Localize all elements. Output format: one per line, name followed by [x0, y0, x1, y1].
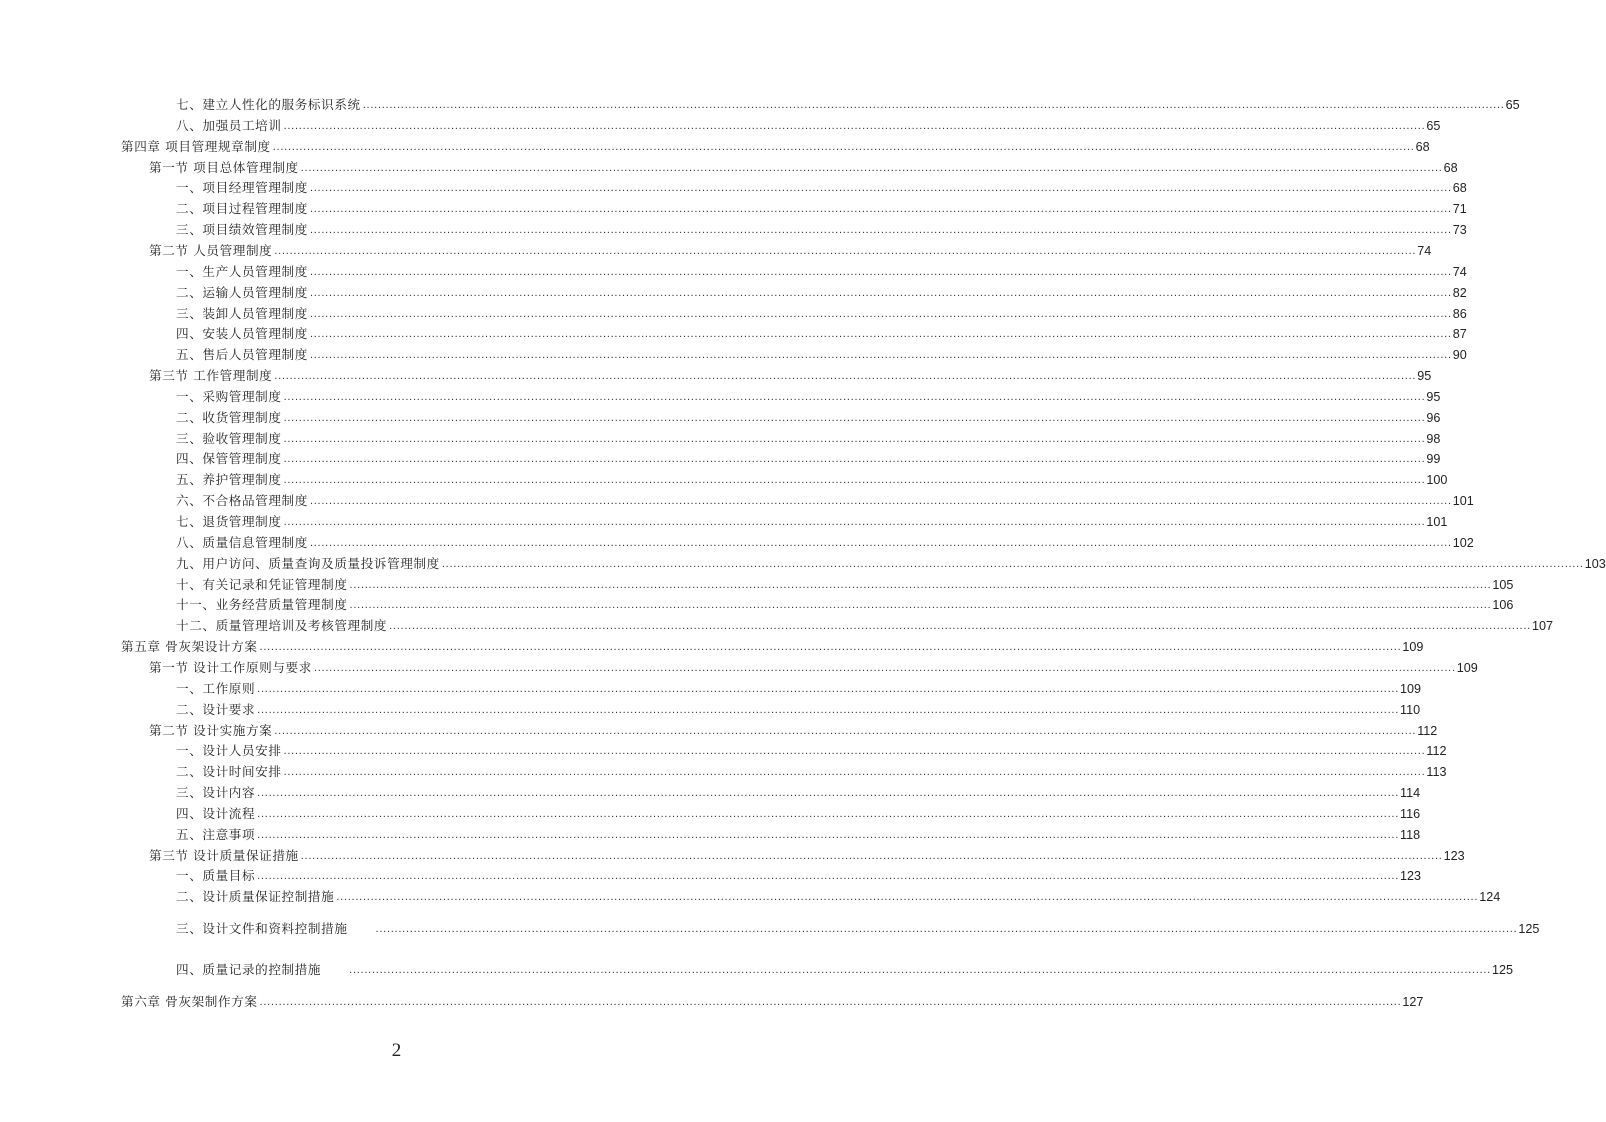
toc-title: 一、项目经理管理制度: [176, 180, 308, 196]
toc-item[interactable]: [176, 595, 1514, 615]
dot-leader: ............................................................................................................................................................................................................................................................................................................: [441, 557, 1584, 570]
dot-leader: ............................................................................................................................................................................................................................................................................................................: [283, 119, 1426, 132]
toc-title: 一、工作原则: [176, 680, 256, 696]
toc-title: 二、收货管理制度: [176, 409, 282, 425]
toc-title: 第一节 项目总体管理制度: [149, 159, 299, 175]
dot-leader: ............................................................................................................................................................................................................................................................................................................: [309, 307, 1452, 320]
toc-page-number: 100: [1426, 473, 1448, 488]
toc-section[interactable]: [149, 658, 1478, 678]
toc-page-number: 73: [1452, 223, 1467, 238]
toc-page-number: 68: [1415, 139, 1430, 154]
toc-page-number: 114: [1400, 786, 1421, 801]
toc-item[interactable]: [176, 408, 1441, 428]
toc-page-number: 124: [1479, 890, 1501, 905]
toc-item[interactable]: [176, 679, 1422, 699]
toc-item[interactable]: [176, 741, 1447, 761]
toc-page-number: 74: [1417, 243, 1432, 258]
dot-leader: ............................................................................................................................................................................................................................................................................................................: [309, 224, 1452, 237]
toc-title: 五、注意事项: [176, 826, 256, 842]
toc-page-number: 86: [1452, 306, 1467, 321]
dot-leader: ............................................................................................................................................................................................................................................................................................................: [257, 828, 1400, 841]
toc-title: 七、退货管理制度: [176, 514, 282, 529]
toc-page-number: 113: [1426, 765, 1447, 780]
toc-item[interactable]: [176, 262, 1467, 282]
dot-leader: ............................................................................................................................................................................................................................................................................................................: [362, 99, 1505, 111]
dot-leader: ............................................................................................................................................................................................................................................................................................................: [389, 620, 1531, 633]
toc-page-number: 68: [1452, 181, 1467, 196]
toc-title: 一、质量目标: [176, 868, 256, 884]
dot-leader: ............................................................................................................................................................................................................................................................................................................: [257, 807, 1400, 820]
toc-page-number: 68: [1443, 160, 1458, 175]
toc-title: 三、设计文件和资料控制措施: [176, 921, 348, 936]
toc-chapter[interactable]: [121, 637, 1424, 657]
toc-item[interactable]: [176, 116, 1441, 136]
toc-page-number: 116: [1400, 806, 1421, 821]
toc-title: 八、质量信息管理制度: [176, 534, 308, 550]
toc-page-number: 107: [1531, 619, 1553, 634]
toc-item[interactable]: [176, 554, 1606, 574]
dot-leader: ............................................................................................................................................................................................................................................................................................................: [309, 536, 1452, 549]
toc-item[interactable]: [176, 429, 1441, 449]
toc-title: 五、售后人员管理制度: [176, 347, 308, 363]
dot-leader: ............................................................................................................................................................................................................................................................................................................: [300, 849, 1443, 862]
toc-page-number: 99: [1426, 452, 1441, 467]
toc-page-number: 65: [1426, 118, 1441, 133]
toc-item[interactable]: [176, 700, 1421, 720]
toc-chapter[interactable]: [121, 992, 1424, 1012]
dot-leader: ............................................................................................................................................................................................................................................................................................................: [259, 641, 1402, 654]
toc-page-number: 87: [1452, 327, 1467, 342]
toc-title: 二、设计质量保证控制措施: [176, 889, 335, 905]
toc-page-number: 109: [1400, 681, 1422, 696]
dot-leader: ............................................................................................................................................................................................................................................................................................................: [274, 370, 1417, 383]
toc-page-number: 106: [1492, 598, 1514, 613]
toc-page-number: 65: [1505, 98, 1520, 112]
toc-page-number: 98: [1426, 431, 1441, 446]
toc-page-number: 123: [1443, 848, 1465, 863]
toc-page-number: 101: [1452, 494, 1474, 509]
dot-leader: ............................................................................................................................................................................................................................................................................................................: [309, 349, 1452, 362]
dot-leader: ............................................................................................................................................................................................................................................................................................................: [257, 787, 1400, 800]
dot-leader: ............................................................................................................................................................................................................................................................................................................: [259, 996, 1402, 1008]
toc-title: 十、有关记录和凭证管理制度: [176, 576, 348, 592]
toc-page-number: 123: [1400, 869, 1422, 884]
dot-leader: ............................................................................................................................................................................................................................................................................................................: [257, 682, 1400, 695]
dot-leader: ............................................................................................................................................................................................................................................................................................................: [257, 703, 1400, 716]
toc-title: 四、安装人员管理制度: [176, 326, 308, 342]
toc-item[interactable]: [176, 449, 1441, 469]
toc-item[interactable]: [176, 283, 1467, 303]
toc-title: 二、运输人员管理制度: [176, 284, 308, 300]
toc-title: 五、养护管理制度: [176, 472, 282, 488]
toc-item[interactable]: [176, 345, 1467, 365]
toc-page-number: 105: [1492, 577, 1514, 592]
toc-title: 第六章 骨灰架制作方案: [121, 994, 258, 1009]
toc-title: 第三节 设计质量保证措施: [149, 847, 299, 863]
toc-item[interactable]: [176, 512, 1448, 532]
dot-leader: ............................................................................................................................................................................................................................................................................................................: [336, 891, 1479, 904]
toc-item[interactable]: [176, 387, 1441, 407]
toc-page-number: 82: [1452, 285, 1467, 300]
toc-page-number: 118: [1400, 827, 1421, 842]
dot-leader: ............................................................................................................................................................................................................................................................................................................: [309, 265, 1452, 278]
toc-title: 一、采购管理制度: [176, 388, 282, 404]
toc-title: 第二节 设计实施方案: [149, 722, 273, 738]
toc-page-number: 101: [1426, 515, 1448, 529]
toc-title: 六、不合格品管理制度: [176, 493, 308, 509]
dot-leader: ............................................................................................................................................................................................................................................................................................................: [283, 474, 1426, 487]
toc-title: 四、保管管理制度: [176, 451, 282, 467]
toc-title: 第三节 工作管理制度: [149, 368, 273, 384]
toc-item[interactable]: [176, 220, 1467, 240]
toc-title: 四、设计流程: [176, 805, 256, 821]
dot-leader: ............................................................................................................................................................................................................................................................................................................: [283, 390, 1426, 403]
toc-item[interactable]: [176, 804, 1421, 824]
toc-title: 三、项目绩效管理制度: [176, 222, 308, 238]
dot-leader: ............................................................................................................................................................................................................................................................................................................: [313, 661, 1456, 674]
toc-title: 二、项目过程管理制度: [176, 201, 308, 217]
toc-title: 第一节 设计工作原则与要求: [149, 659, 312, 675]
toc-title: 三、装卸人员管理制度: [176, 305, 308, 321]
dot-leader: ............................................................................................................................................................................................................................................................................................................: [375, 923, 1518, 935]
dot-leader: ............................................................................................................................................................................................................................................................................................................: [349, 578, 1492, 591]
toc-title: 三、验收管理制度: [176, 430, 282, 446]
toc-page-number: 71: [1452, 202, 1467, 217]
page-number: 2: [391, 1040, 402, 1061]
toc-page-number: 74: [1452, 264, 1467, 279]
dot-leader: ............................................................................................................................................................................................................................................................................................................: [300, 161, 1443, 174]
dot-leader: ............................................................................................................................................................................................................................................................................................................: [309, 495, 1452, 508]
dot-leader: ............................................................................................................................................................................................................................................................................................................: [283, 766, 1426, 779]
toc-item[interactable]: [176, 199, 1467, 219]
toc-title: 四、质量记录的控制措施: [176, 962, 322, 977]
toc-item[interactable]: [176, 178, 1467, 198]
toc-page-number: 127: [1402, 995, 1424, 1009]
dot-leader: ............................................................................................................................................................................................................................................................................................................: [283, 453, 1426, 466]
toc-item[interactable]: [176, 470, 1448, 490]
toc-item[interactable]: [176, 825, 1421, 845]
toc-title: 八、加强员工培训: [176, 117, 282, 133]
toc-item[interactable]: [176, 304, 1467, 324]
toc-item[interactable]: [176, 616, 1553, 636]
toc-item[interactable]: [176, 491, 1474, 511]
toc-section[interactable]: [149, 366, 1432, 386]
toc-title: 十二、质量管理培训及考核管理制度: [176, 618, 388, 634]
toc-title: 七、建立人性化的服务标识系统: [176, 97, 361, 112]
dot-leader: ............................................................................................................................................................................................................................................................................................................: [274, 724, 1417, 737]
toc-title: 第四章 项目管理规章制度: [121, 138, 271, 154]
toc-title: 十一、业务经营质量管理制度: [176, 597, 348, 613]
toc-item[interactable]: [176, 960, 1514, 980]
toc-page-number: 109: [1456, 660, 1478, 675]
dot-leader: ............................................................................................................................................................................................................................................................................................................: [283, 516, 1426, 528]
toc-item[interactable]: [176, 866, 1422, 886]
toc-item[interactable]: [176, 783, 1421, 803]
toc-page-number: 110: [1400, 702, 1421, 717]
toc-item[interactable]: [176, 575, 1514, 595]
toc-page-number: 102: [1452, 535, 1474, 550]
dot-leader: ............................................................................................................................................................................................................................................................................................................: [349, 964, 1491, 976]
dot-leader: ............................................................................................................................................................................................................................................................................................................: [257, 870, 1400, 883]
toc-item[interactable]: [176, 762, 1447, 782]
dot-leader: ............................................................................................................................................................................................................................................................................................................: [309, 286, 1452, 299]
dot-leader: ............................................................................................................................................................................................................................................................................................................: [309, 182, 1452, 195]
toc-title: 一、生产人员管理制度: [176, 263, 308, 279]
dot-leader: ............................................................................................................................................................................................................................................................................................................: [309, 203, 1452, 216]
toc-page-number: 95: [1417, 369, 1432, 384]
dot-leader: ............................................................................................................................................................................................................................................................................................................: [274, 244, 1417, 257]
toc-item[interactable]: [176, 887, 1501, 907]
toc-page-number: 95: [1426, 389, 1441, 404]
dot-leader: ............................................................................................................................................................................................................................................................................................................: [283, 411, 1426, 424]
dot-leader: ............................................................................................................................................................................................................................................................................................................: [283, 432, 1426, 445]
toc-title: 一、设计人员安排: [176, 743, 282, 759]
dot-leader: ............................................................................................................................................................................................................................................................................................................: [309, 328, 1452, 341]
toc-title: 第二节 人员管理制度: [149, 242, 273, 258]
toc-section[interactable]: [149, 846, 1465, 866]
dot-leader: ............................................................................................................................................................................................................................................................................................................: [349, 599, 1492, 612]
toc-page-number: 96: [1426, 410, 1441, 425]
toc-item[interactable]: [176, 919, 1540, 939]
toc-title: 九、用户访问、质量查询及质量投诉管理制度: [176, 555, 440, 571]
toc-title: 第五章 骨灰架设计方案: [121, 639, 258, 655]
toc-page-number: 90: [1452, 348, 1467, 363]
toc-section[interactable]: [149, 241, 1432, 261]
toc-page-number: 112: [1417, 723, 1438, 738]
toc-item[interactable]: [176, 95, 1520, 115]
toc-page-number: 109: [1402, 640, 1424, 655]
toc-title: 三、设计内容: [176, 785, 256, 801]
toc-section[interactable]: [149, 721, 1438, 741]
dot-leader: ............................................................................................................................................................................................................................................................................................................: [283, 745, 1426, 758]
toc-title: 二、设计时间安排: [176, 764, 282, 780]
dot-leader: ............................................................................................................................................................................................................................................................................................................: [272, 140, 1415, 153]
toc-title: 二、设计要求: [176, 701, 256, 717]
toc-page-number: 112: [1426, 744, 1447, 759]
toc-page-number: 125: [1492, 963, 1514, 977]
toc-chapter[interactable]: [121, 137, 1430, 157]
toc-item[interactable]: [176, 533, 1474, 553]
toc-item[interactable]: [176, 324, 1467, 344]
toc-page-number: 103: [1584, 556, 1606, 571]
toc-section[interactable]: [149, 158, 1458, 178]
toc-page-number: 125: [1518, 922, 1540, 936]
